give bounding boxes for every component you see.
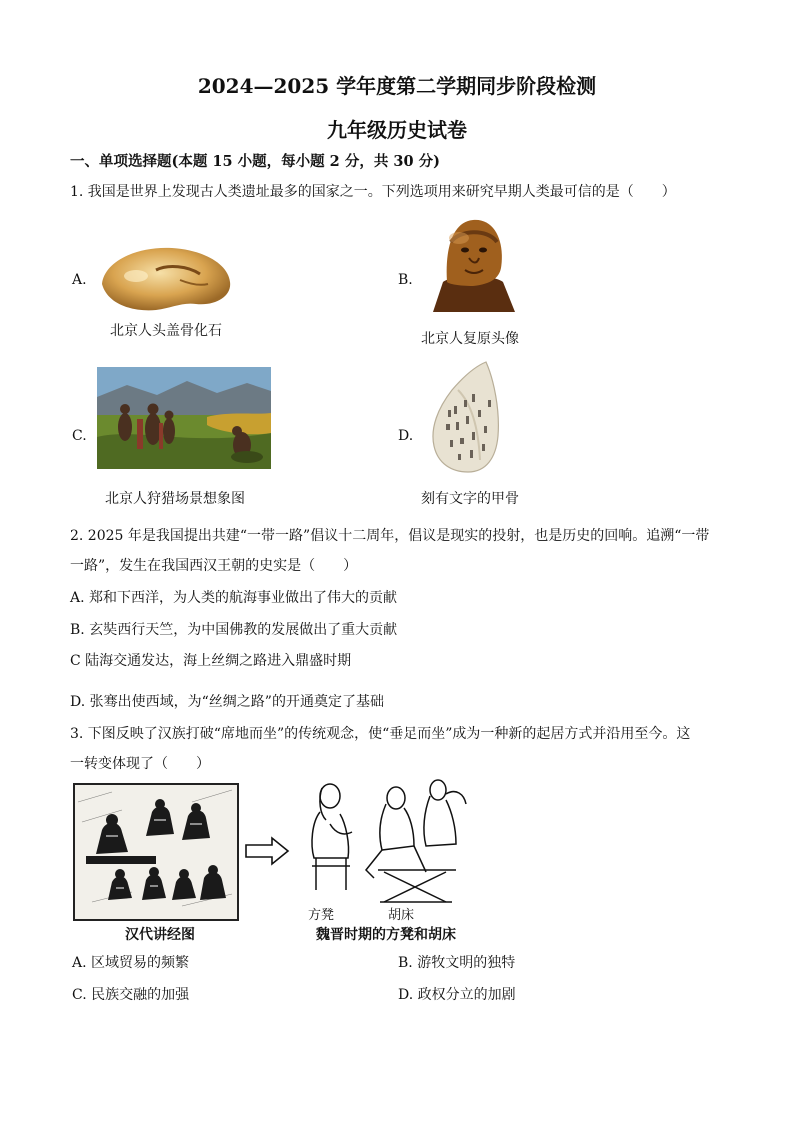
q2-option-c: C 陆海交通发达，海上丝绸之路进入鼎盛时期 <box>70 653 352 669</box>
question-2-stem-line2: 一路”，发生在我国西汉王朝的史实是（ ） <box>70 558 358 574</box>
q1-option-d-letter: D. <box>398 428 414 444</box>
question-3-stem-line1: 3. 下图反映了汉族打破“席地而坐”的传统观念，使“垂足而坐”成为一种新的起居方式并沿用至今。这 <box>70 726 691 742</box>
q1-option-b-letter: B. <box>398 272 413 288</box>
peking-man-bust-image <box>425 212 521 312</box>
folding-bed-label: 胡床 <box>388 908 415 923</box>
q2-option-a: A. 郑和下西洋，为人类的航海事业做出了伟大的贡献 <box>70 590 398 606</box>
q3-option-d: D. 政权分立的加剧 <box>398 987 516 1003</box>
stool-and-folding-bed-drawing <box>296 774 472 906</box>
q1-option-c-letter: C. <box>72 428 87 444</box>
hunting-scene-image <box>97 367 271 469</box>
han-lecture-relief-image <box>72 782 240 922</box>
skull-fossil-image <box>96 240 234 315</box>
q1-option-a-letter: A. <box>72 272 87 288</box>
question-2-stem-line1: 2. 2025 年是我国提出共建“一带一路”倡议十二周年，倡议是现实的投射，也是历史的回响。追溯“一带 <box>70 528 710 544</box>
q1-option-d-caption: 刻有文字的甲骨 <box>421 491 519 507</box>
question-1-stem: 1. 我国是世界上发现古人类遗址最多的国家之一。下列选项用来研究早期人类最可信的是（ ） <box>70 184 676 200</box>
q1-option-c-caption: 北京人狩猎场景想象图 <box>105 491 245 507</box>
q2-option-d: D. 张骞出使西域，为“丝绸之路”的开通奠定了基础 <box>70 694 384 710</box>
oracle-bone-image <box>428 360 506 474</box>
right-arrow-icon <box>244 836 290 866</box>
q1-option-a-caption: 北京人头盖骨化石 <box>110 323 222 339</box>
q3-option-c: C. 民族交融的加强 <box>72 987 190 1003</box>
han-lecture-caption: 汉代讲经图 <box>125 927 195 943</box>
wei-jin-caption: 魏晋时期的方凳和胡床 <box>316 927 456 943</box>
section-heading: 一、单项选择题(本题 15 小题，每小题 2 分，共 30 分) <box>70 153 440 170</box>
q3-option-a: A. 区域贸易的频繁 <box>72 955 190 971</box>
question-3-stem-line2: 一转变体现了（ ） <box>70 756 210 772</box>
q3-option-b: B. 游牧文明的独特 <box>398 955 516 971</box>
q2-option-b: B. 玄奘西行天竺，为中国佛教的发展做出了重大贡献 <box>70 622 398 638</box>
q1-option-b-caption: 北京人复原头像 <box>421 331 519 347</box>
stool-label: 方凳 <box>308 908 335 923</box>
exam-subtitle: 九年级历史试卷 <box>327 118 467 142</box>
exam-title: 2024—2025 学年度第二学期同步阶段检测 <box>197 74 597 98</box>
